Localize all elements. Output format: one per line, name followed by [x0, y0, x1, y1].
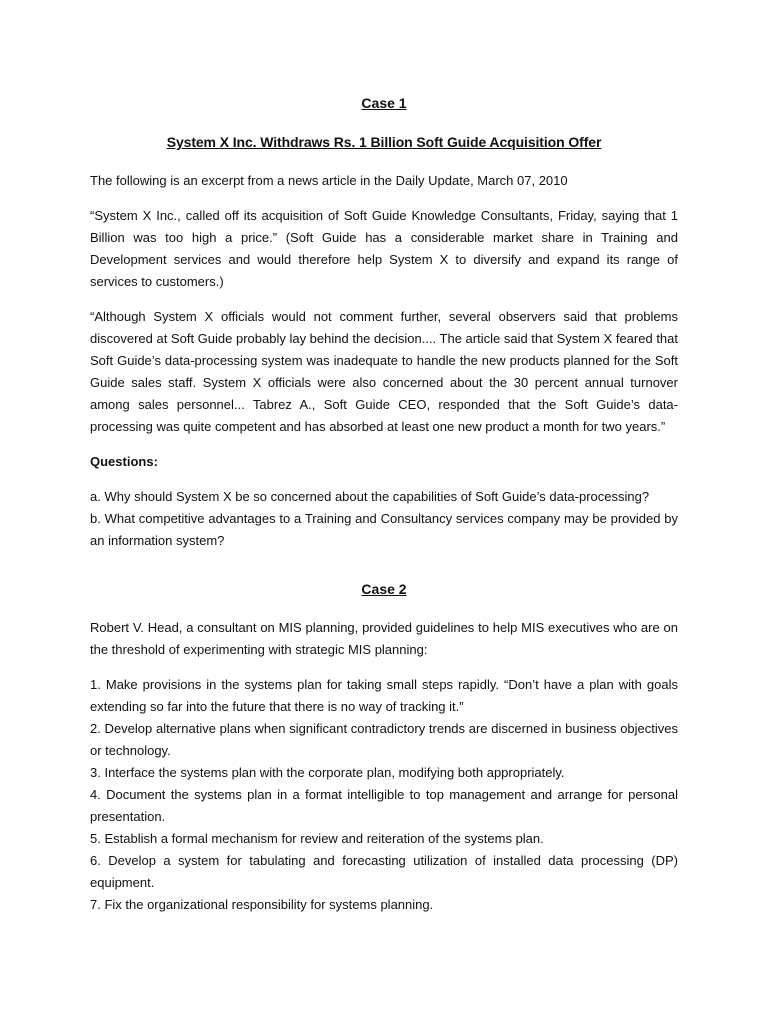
document-page	[90, 92, 678, 916]
case-1-quote-1: “System X Inc., called off its acquisition of Soft Guide Knowledge Consultants, Friday, saying that 1 Billion was too high a price.” (Soft Guide has a considerable market share in Training and Development services and would therefore help System X to diversify and expand its range of services to customers.)	[90, 208, 678, 289]
case-1-intro: The following is an excerpt from a news article in the Daily Update, March 07, 2010	[90, 173, 568, 188]
questions-list	[90, 486, 678, 552]
case-2-title: Case 2	[361, 581, 407, 597]
guideline-item-7: 7. Fix the organizational responsibility for systems planning.	[90, 897, 434, 912]
guideline-item-6: 6. Develop a system for tabulating and forecasting utilization of installed data processing (DP) equipment.	[90, 853, 678, 890]
guideline-item-5: 5. Establish a formal mechanism for review and reiteration of the systems plan.	[90, 831, 544, 846]
case-1-headline: System X Inc. Withdraws Rs. 1 Billion Soft Guide Acquisition Offer	[166, 134, 602, 150]
guideline-item-3: 3. Interface the systems plan with the corporate plan, modifying both appropriately.	[90, 765, 565, 780]
case-1-title: Case 1	[361, 95, 407, 111]
case-1-quote-2: “Although System X officials would not comment further, several observers said that problems discovered at Soft Guide probably lay behind the decision.... The article said that System X feared that Soft Guide’s data-processing system was inadequate to handle the new products planned for the Soft Guide sales staff. System X officials were also concerned about the 30 percent annual turnover among sales personnel... Tabrez A., Soft Guide CEO, responded that the Soft Guide’s data-processing was quite competent and has absorbed at least one new product a month for two years.”	[90, 309, 678, 434]
guideline-item-4: 4. Document the systems plan in a format intelligible to top management and arrange for personal presentation.	[90, 787, 678, 824]
questions-label: Questions:	[90, 454, 158, 469]
question-a: a. Why should System X be so concerned about the capabilities of Soft Guide’s data-processing?	[90, 489, 650, 504]
guideline-item-2: 2. Develop alternative plans when significant contradictory trends are discerned in business objectives or technology.	[90, 721, 678, 758]
case-2-intro: Robert V. Head, a consultant on MIS planning, provided guidelines to help MIS executives who are on the threshold of experimenting with strategic MIS planning:	[90, 620, 678, 657]
question-b: b. What competitive advantages to a Training and Consultancy services company may be provided by an information system?	[90, 511, 678, 548]
guidelines-list	[90, 674, 678, 916]
guideline-item-1: 1. Make provisions in the systems plan for taking small steps rapidly. “Don’t have a plan with goals extending so far into the future that there is no way of tracking it.”	[90, 677, 678, 714]
